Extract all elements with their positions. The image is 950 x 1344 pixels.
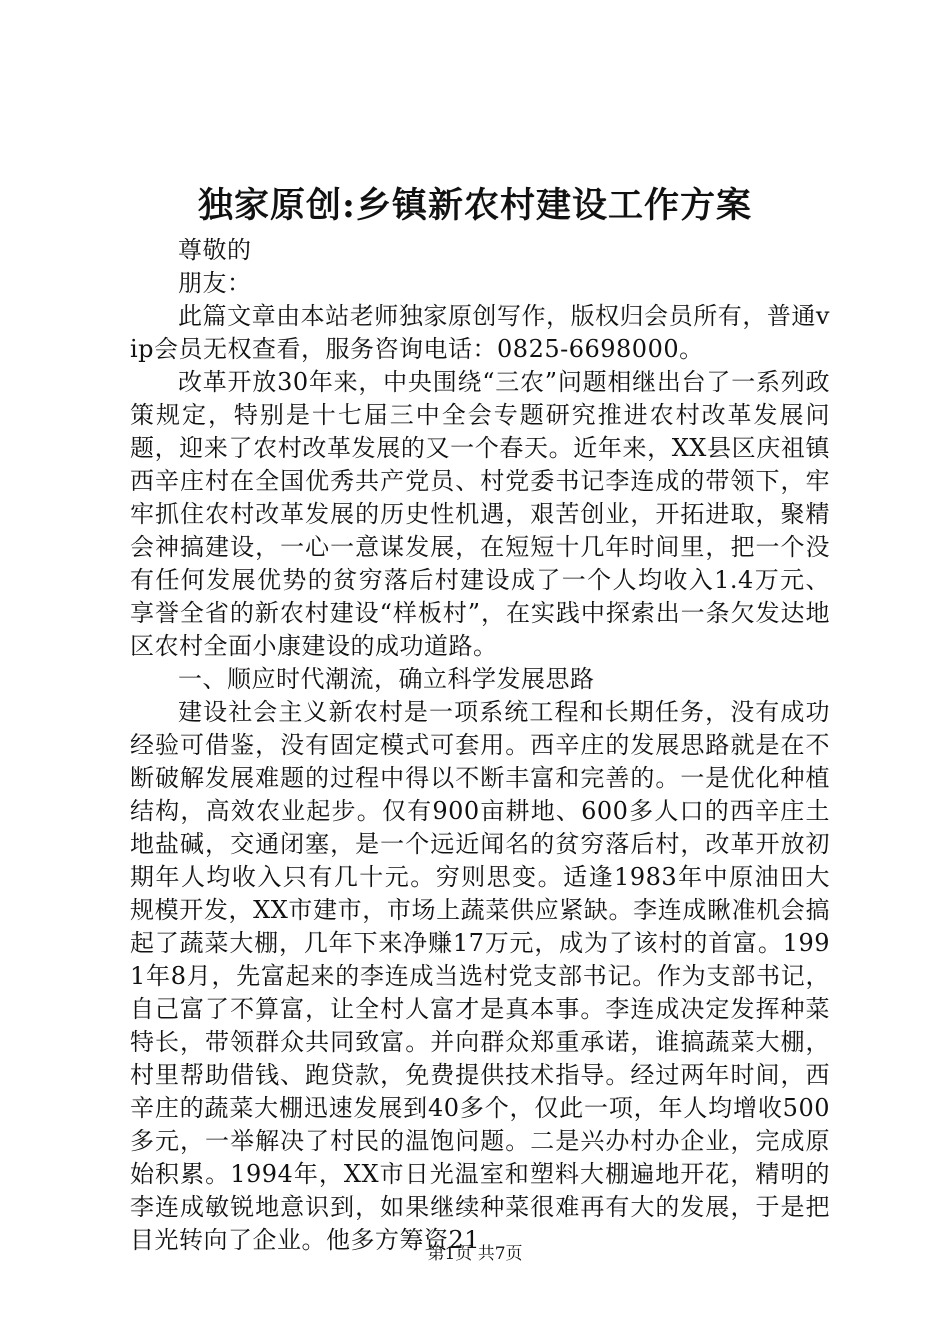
salutation-line-2: 朋友： xyxy=(178,269,252,297)
page-number-footer: 第1页 共7页 xyxy=(427,1244,523,1264)
document-body xyxy=(130,234,830,1257)
section-body-paragraph: 建设社会主义新农村是一项系统工程和长期任务，没有成功经验可借鉴，没有固定模式可套用。西辛庄的发展思路就是在不断破解发展难题的过程中得以不断丰富和完善的。一是优化种植结构，高效农业起步。仅有900亩耕地、600多人口的西辛庄土地盐碱，交通闭塞，是一个远近闻名的贫穷落后村，改革开放初期年人均收入只有几十元。穷则思变。适逢1983年中原油田大规模开发，XX市建市，市场上蔬菜供应紧缺。李连成瞅准机会搞起了蔬菜大棚，几年下来净赚17万元，成为了该村的首富。1991年8月，先富起来的李连成当选村党支部书记。作为支部书记，自己富了不算富，让全村人富才是真本事。李连成决定发挥种菜特长，带领群众共同致富。并向群众郑重承诺，谁搞蔬菜大棚，村里帮助借钱、跑贷款，免费提供技术指导。经过两年时间，西辛庄的蔬菜大棚迅速发展到40多个，仅此一项，年人均增收500多元，一举解决了村民的温饱问题。二是兴办村办企业，完成原始积累。1994年，XX市日光温室和塑料大棚遍地开花，精明的李连成敏锐地意识到，如果继续种菜很难再有大的发展，于是把目光转向了企业。他多方筹资21 xyxy=(130,698,830,1254)
section-heading: 一、顺应时代潮流，确立科学发展思路 xyxy=(178,665,595,693)
document-title: 独家原创:乡镇新农村建设工作方案 xyxy=(198,185,752,226)
copyright-notice-paragraph: 此篇文章由本站老师独家原创写作，版权归会员所有，普通vip会员无权查看，服务咨询电话：0825-6698000。 xyxy=(130,302,830,363)
salutation-line-1: 尊敬的 xyxy=(178,236,252,264)
intro-paragraph: 改革开放30年来，中央围绕“三农”问题相继出台了一系列政策规定，特别是十七届三中全会专题研究推进农村改革发展问题，迎来了农村改革发展的又一个春天。近年来，XX县区庆祖镇西辛庄村在全国优秀共产党员、村党委书记李连成的带领下，牢牢抓住农村改革发展的历史性机遇，艰苦创业，开拓进取，聚精会神搞建设，一心一意谋发展，在短短十几年时间里，把一个没有任何发展优势的贫穷落后村建设成了一个人均收入1.4万元、享誉全省的新农村建设“样板村”，在实践中探索出一条欠发达地区农村全面小康建设的成功道路。 xyxy=(130,368,830,660)
